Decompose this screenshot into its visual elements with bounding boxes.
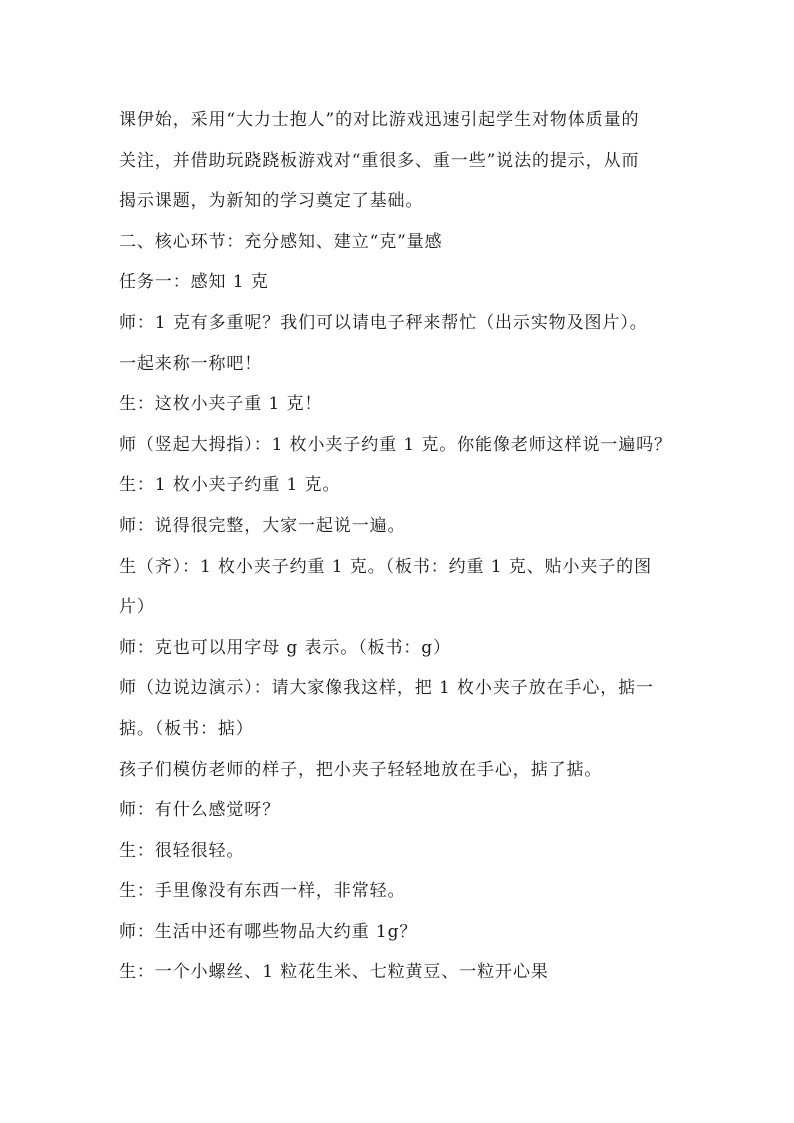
text-line: 掂。（板书：掂） bbox=[119, 718, 254, 739]
text-line: 揭示课题，为新知的学习奠定了基础。 bbox=[119, 191, 424, 212]
text-line: 生：1 枚小夹子约重 1 克。 bbox=[119, 475, 341, 496]
text-line: 课伊始，采用“大力士抱人”的对比游戏迅速引起学生对物体质量的 bbox=[119, 110, 640, 130]
text-line: 生：一个小螺丝、1 粒花生米、七粒黄豆、一粒开心果 bbox=[119, 962, 549, 983]
text-line: 师：克也可以用字母 g 表示。（板书：g） bbox=[119, 637, 451, 658]
text-line: 生（齐）：1 枚小夹子约重 1 克。（板书：约重 1 克、贴小夹子的图 bbox=[119, 556, 652, 577]
text-line: 师：有什么感觉呀？ bbox=[119, 800, 281, 821]
task-heading: 任务一：感知 1 克 bbox=[119, 272, 269, 293]
text-line: 孩子们模仿老师的样子，把小夹子轻轻地放在手心，掂了掂。 bbox=[119, 759, 603, 780]
text-line: 生：很轻很轻。 bbox=[119, 840, 245, 861]
text-line: 师（竖起大拇指）：1 枚小夹子约重 1 克。你能像老师这样说一遍吗？ bbox=[119, 434, 672, 455]
text-line: 师：1 克有多重呢？我们可以请电子秤来帮忙（出示实物及图片）。 bbox=[119, 312, 648, 333]
section-heading: 二、核心环节：充分感知、建立“克”量感 bbox=[119, 231, 443, 252]
text-line: 师（边说边演示）：请大家像我这样，把 1 枚小夹子放在手心，掂一 bbox=[119, 678, 654, 699]
text-line: 师：生活中还有哪些物品大约重 1g？ bbox=[119, 921, 418, 942]
text-line: 关注，并借助玩跷跷板游戏对“重很多、重一些”说法的提示，从而 bbox=[119, 150, 640, 171]
text-line: 生：手里像没有东西一样，非常轻。 bbox=[119, 881, 406, 902]
text-line: 生：这枚小夹子重 1 克！ bbox=[119, 394, 323, 415]
text-line: 片） bbox=[119, 597, 155, 618]
text-line: 一起来称一称吧！ bbox=[119, 353, 263, 374]
text-line: 师：说得很完整，大家一起说一遍。 bbox=[119, 515, 406, 536]
document-body bbox=[119, 100, 689, 993]
